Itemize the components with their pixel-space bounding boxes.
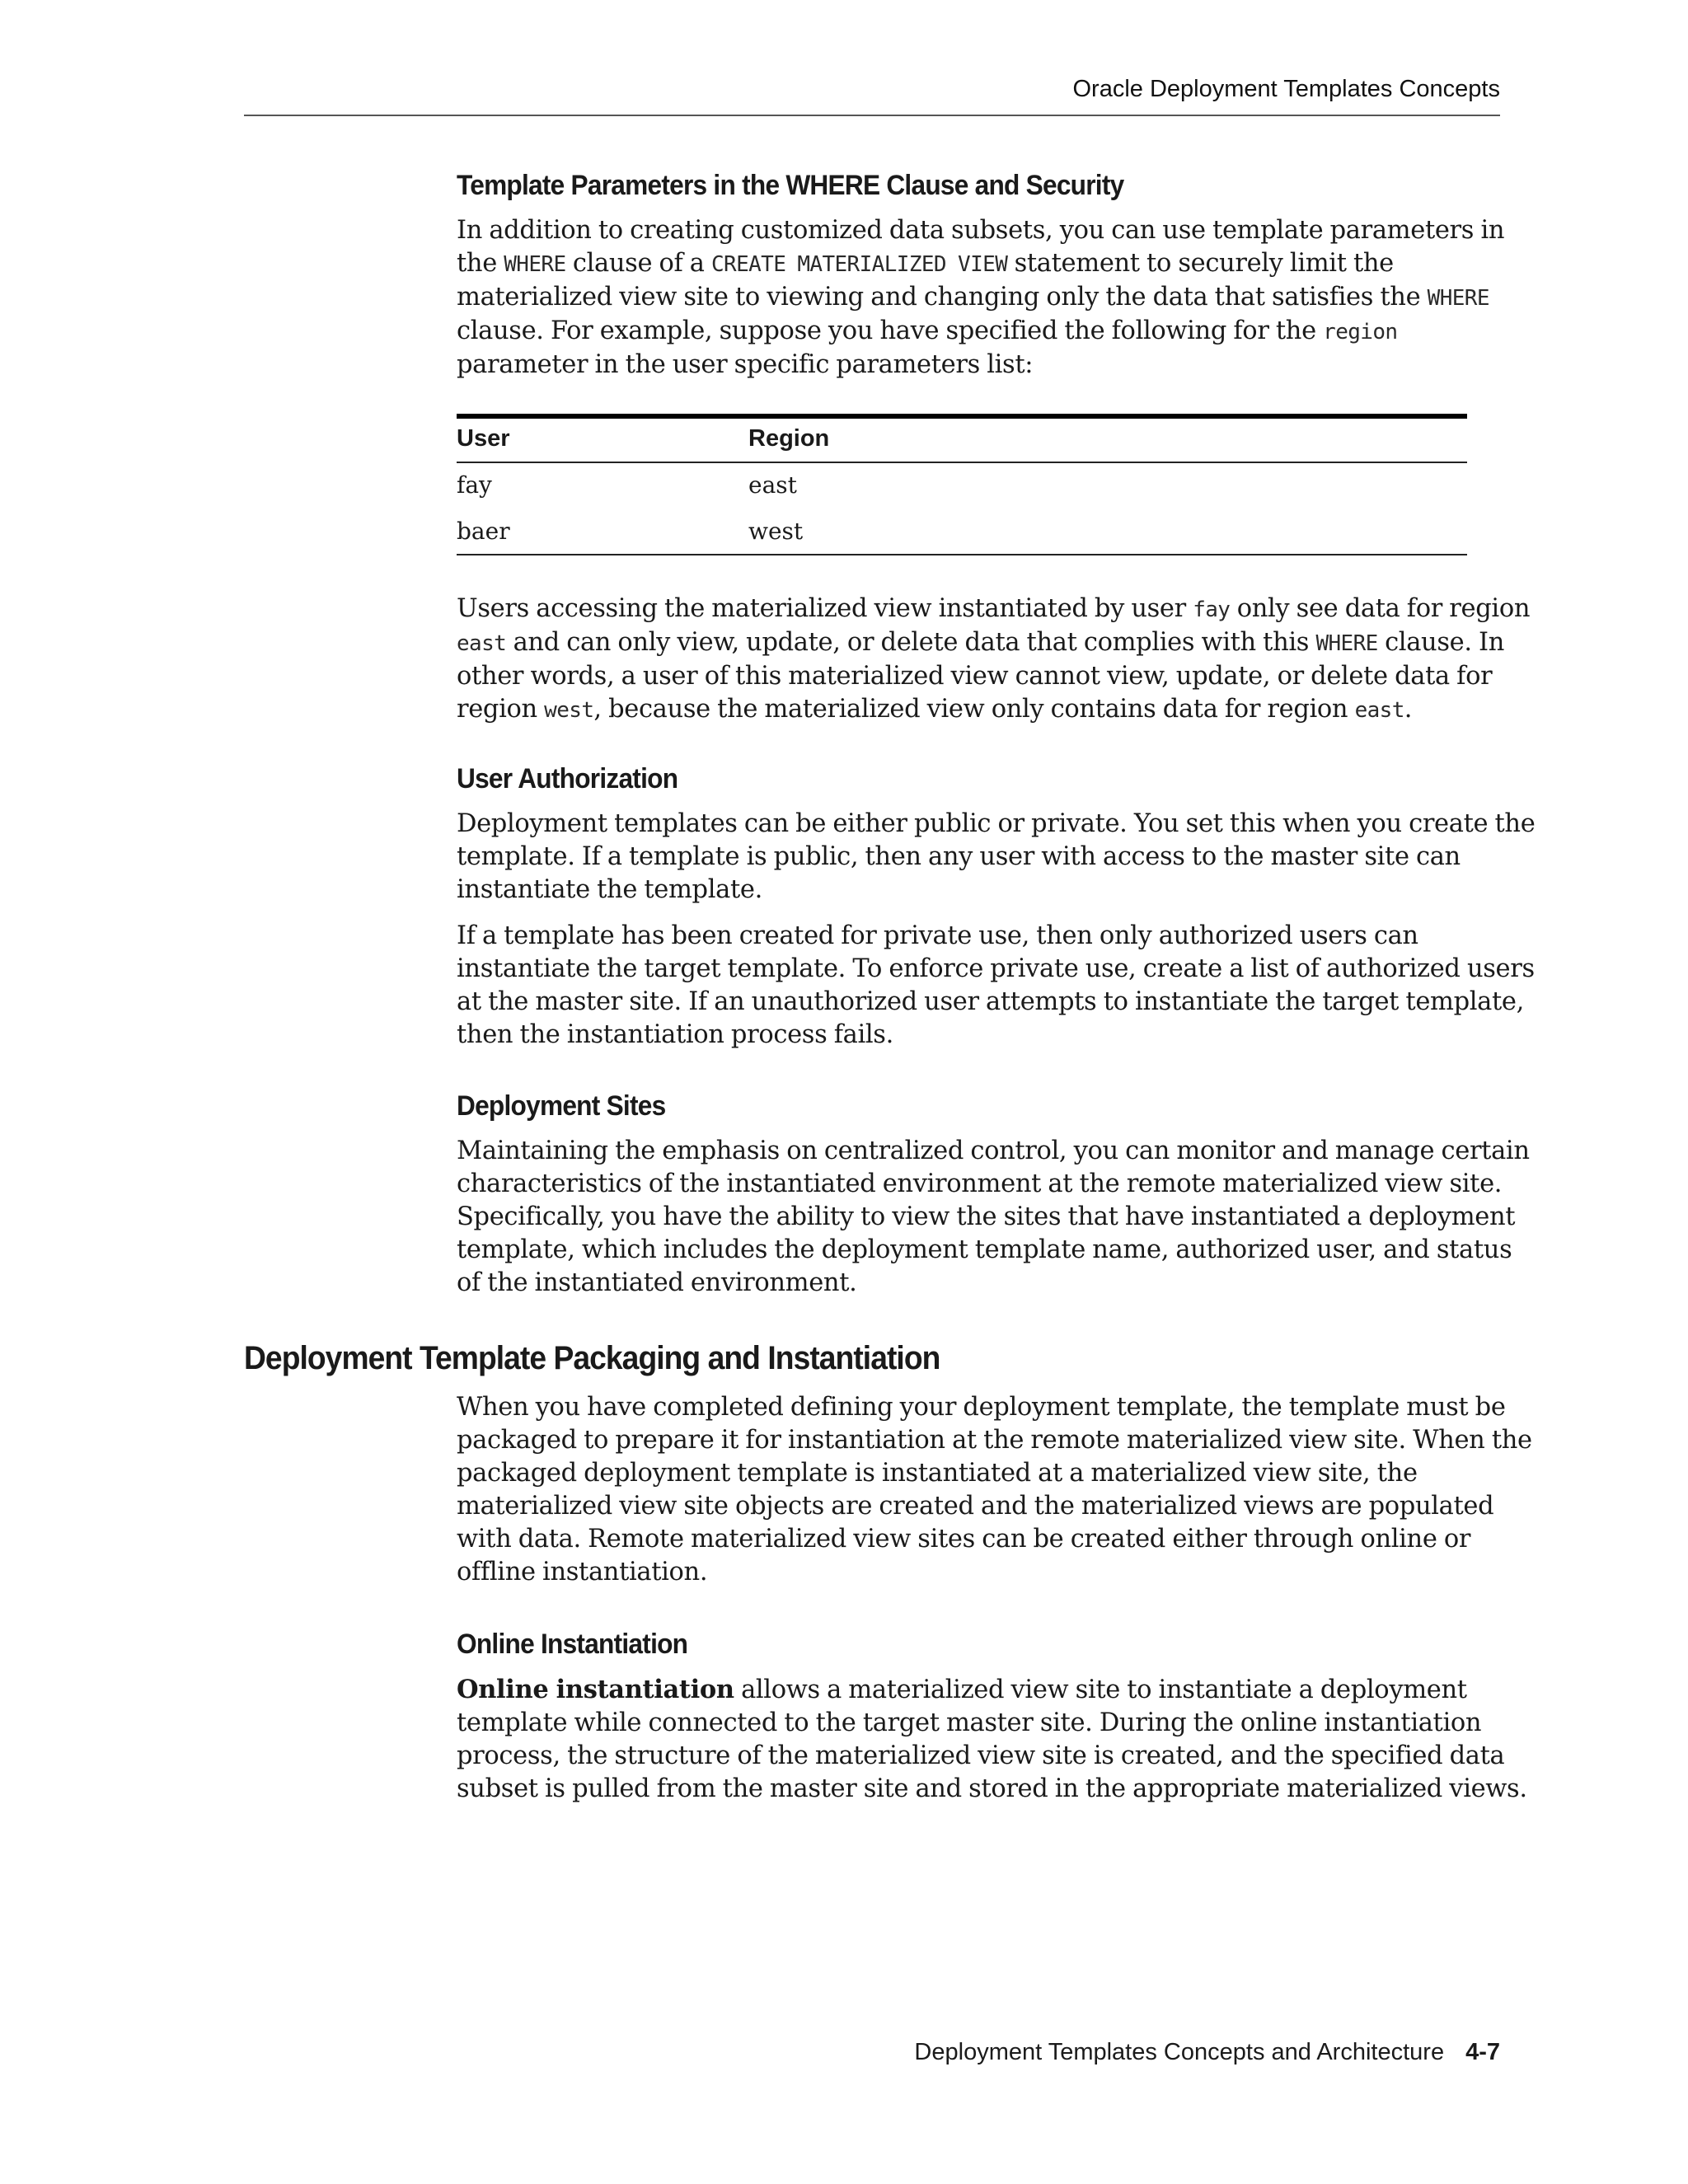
text-line: clause. For example, suppose you have specified the following for the region: [457, 316, 1398, 345]
text-line: template, which includes the deployment template name, authorized user, and status: [457, 1235, 1512, 1264]
header-divider: [244, 115, 1500, 116]
section-heading-user-authorization: User Authorization: [457, 763, 678, 794]
text-line: instantiate the target template. To enforce private use, create a list of authorized users: [457, 954, 1535, 983]
running-header: Oracle Deployment Templates Concepts: [1072, 76, 1500, 102]
paragraph-deployment-sites: [457, 1135, 1530, 1300]
text-line: materialized view site objects are created and the materialized views are populated: [457, 1492, 1494, 1521]
table-cell-user: baer: [457, 518, 510, 545]
paragraph-packaging: [457, 1391, 1532, 1589]
inline-code: WHERE: [504, 252, 566, 277]
text-line: materialized view site to viewing and changing only the data that satisfies the WHERE: [457, 283, 1489, 312]
text-line: process, the structure of the materialized view site is created, and the specified data: [457, 1741, 1505, 1770]
paragraph-authorization-2: [457, 920, 1535, 1052]
table-header-rule: [457, 462, 1467, 463]
text-line: template. If a template is public, then any user with access to the master site can: [457, 842, 1461, 871]
text-line: of the instantiated environment.: [457, 1268, 857, 1297]
text-line: packaged to prepare it for instantiation at the remote materialized view site. When the: [457, 1426, 1532, 1455]
text-line: Maintaining the emphasis on centralized control, you can monitor and manage certain: [457, 1137, 1530, 1165]
paragraph-where-explanation: [457, 593, 1531, 727]
text-line: subset is pulled from the master site and stored in the appropriate materialized views.: [457, 1774, 1527, 1803]
section-heading-packaging-instantiation: Deployment Template Packaging and Instantiation: [244, 1340, 940, 1376]
section-heading-online-instantiation: Online Instantiation: [457, 1629, 688, 1660]
section-heading-where-clause: Template Parameters in the WHERE Clause and Security: [457, 170, 1124, 201]
paragraph-online-instantiation: [457, 1673, 1527, 1806]
text-line: characteristics of the instantiated environment at the remote materialized view site.: [457, 1169, 1503, 1198]
text-line: with data. Remote materialized view sites can be created either through online or: [457, 1525, 1471, 1554]
page-number: 4-7: [1465, 2039, 1500, 2065]
inline-code: west: [544, 698, 594, 723]
table-cell-region: east: [748, 471, 797, 499]
paragraph-authorization-1: [457, 808, 1536, 907]
bold-term: Online instantiation: [457, 1675, 734, 1704]
table-cell-region: west: [748, 518, 804, 545]
table-top-rule: [457, 414, 1467, 419]
text-line: Online instantiation allows a materialized view site to instantiate a deployment: [457, 1675, 1467, 1704]
inline-code: region: [1323, 320, 1398, 344]
text-line: then the instantiation process fails.: [457, 1020, 893, 1049]
text-line: Deployment templates can be either public or private. You set this when you create the: [457, 809, 1536, 838]
inline-code: WHERE: [1315, 631, 1378, 656]
text-line: parameter in the user specific parameters list:: [457, 350, 1034, 379]
inline-code: east: [457, 631, 507, 656]
text-line: the WHERE clause of a CREATE MATERIALIZED VIEW statement to securely limit the: [457, 249, 1394, 278]
text-line: other words, a user of this materialized view cannot view, update, or delete data for: [457, 662, 1493, 691]
inline-code: WHERE: [1427, 286, 1489, 311]
text-line: Users accessing the materialized view instantiated by user fay only see data for region: [457, 594, 1531, 623]
table-cell-user: fay: [457, 471, 492, 499]
text-line: at the master site. If an unauthorized user attempts to instantiate the target template,: [457, 987, 1524, 1016]
table-header-user: User: [457, 425, 510, 452]
inline-code: CREATE MATERIALIZED VIEW: [710, 252, 1008, 277]
text-line: region west, because the materialized view only contains data for region east.: [457, 695, 1413, 724]
text-line: Specifically, you have the ability to view the sites that have instantiated a deployment: [457, 1202, 1516, 1231]
text-line: template while connected to the target master site. During the online instantiation: [457, 1708, 1482, 1737]
inline-code: fay: [1193, 598, 1231, 622]
text-line: In addition to creating customized data subsets, you can use template parameters in: [457, 216, 1505, 245]
inline-code: east: [1354, 698, 1404, 723]
section-heading-deployment-sites: Deployment Sites: [457, 1090, 666, 1122]
table-header-region: Region: [748, 425, 830, 452]
user-region-table: [457, 414, 1467, 559]
text-line: If a template has been created for private use, then only authorized users can: [457, 921, 1418, 950]
page-footer: [914, 2039, 1500, 2066]
text-line: east and can only view, update, or delete data that complies with this WHERE clause. In: [457, 628, 1505, 657]
text-line: offline instantiation.: [457, 1558, 708, 1586]
text-line: instantiate the template.: [457, 875, 762, 904]
table-bottom-rule: [457, 554, 1467, 555]
text-line: packaged deployment template is instantiated at a materialized view site, the: [457, 1459, 1418, 1488]
text-line: When you have completed defining your deployment template, the template must be: [457, 1393, 1506, 1422]
paragraph-where-intro: [457, 214, 1505, 382]
footer-chapter-title: Deployment Templates Concepts and Architecture: [914, 2039, 1445, 2065]
